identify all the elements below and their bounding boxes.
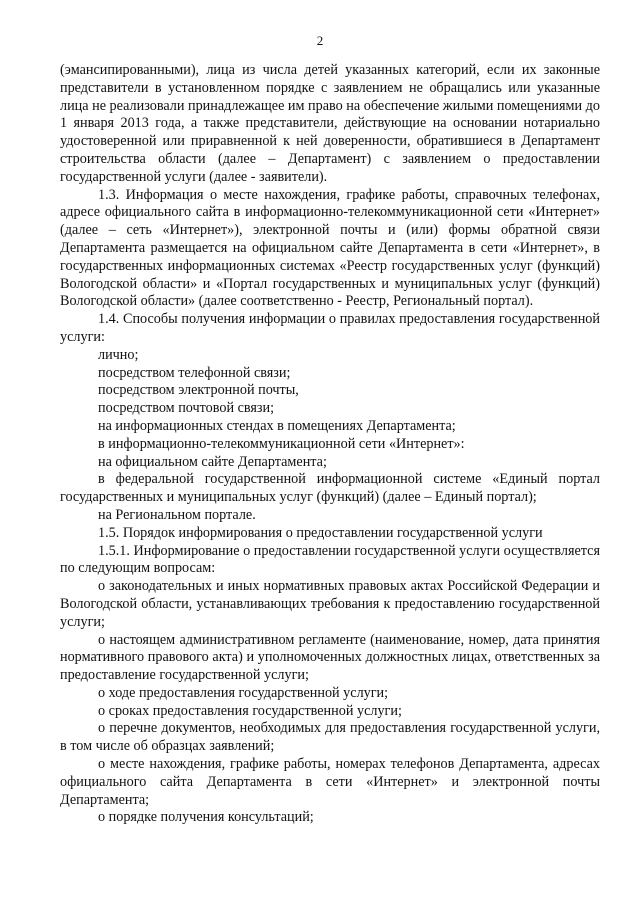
- list-item: посредством телефонной связи;: [98, 364, 291, 381]
- page-number: 2: [316, 33, 324, 48]
- list-item: о ходе предоставления государственной услуги;: [98, 684, 389, 701]
- paragraph: о перечне документов, необходимых для предоставления государственной услуги, в том числе об образцах заявлений;: [60, 720, 600, 755]
- paragraph: о законодательных и иных нормативных правовых актах Российской Федерации и Вологодской области, устанавливающих требования к предоставлению государственной услуги;: [60, 578, 600, 630]
- list-item: о порядке получения консультаций;: [98, 809, 314, 826]
- list-item: на официальном сайте Департамента;: [98, 453, 327, 470]
- paragraph: в федеральной государственной информационной системе «Единый портал государственных и муниципальных услуг (функций) (далее – Единый портал);: [60, 471, 600, 506]
- list-item: посредством почтовой связи;: [98, 400, 275, 417]
- list-item: на Региональном портале.: [98, 506, 256, 523]
- list-item: о сроках предоставления государственной услуги;: [98, 702, 402, 719]
- paragraph: 1.5.1. Информирование о предоставлении государственной услуги осуществляется по следующим вопросам:: [60, 542, 600, 577]
- paragraph: 1.4. Способы получения информации о правилах предоставления государственной услуги:: [60, 311, 600, 345]
- document-body: [60, 62, 600, 827]
- list-item: лично;: [98, 346, 139, 363]
- list-item: посредством электронной почты,: [98, 382, 299, 399]
- paragraph: о настоящем административном регламенте (наименование, номер, дата принятия нормативного правового акта) и уполномоченных должностных лицах, ответственных за предоставление государственной услуги;: [60, 631, 600, 684]
- paragraph: (эмансипированными), лица из числа детей указанных категорий, если их законные представители в установленном порядке с заявлением не обращались или указанные лица не реализовали принадлежащее им право на обеспечение жилыми помещениями до 1 января 2013 года, а также представители, действующие на основании нотариально удостоверенной или приравненной к ней доверенности, обратившиеся в Департамент строительства области (далее – Департамент) с заявлением о предоставлении государственной услуги (далее - заявители).: [60, 62, 600, 185]
- list-item: в информационно-телекоммуникационной сети «Интернет»:: [98, 435, 465, 452]
- paragraph: 1.3. Информация о месте нахождения, графике работы, справочных телефонах, адресе официального сайта в информационно-телекоммуникационной сети «Интернет» (далее – сеть «Интернет»), электронной почты и (или) формы обратной связи Департамента размещается на официальном сайте Департамента в сети «Интернет», в государственных информационных системах «Реестр государственных услуг (функций) Вологодской области» и «Портал государственных и муниципальных услуг (функций) Вологодской области» (далее соответственно - Реестр, Региональный портал).: [60, 186, 600, 310]
- paragraph: 1.5. Порядок информирования о предоставлении государственной услуги: [98, 524, 543, 541]
- list-item: на информационных стендах в помещениях Департамента;: [98, 417, 456, 434]
- paragraph: о месте нахождения, графике работы, номерах телефонов Департамента, адресах официального сайта Департамента в сети «Интернет» и электронной почты Департамента;: [60, 756, 600, 808]
